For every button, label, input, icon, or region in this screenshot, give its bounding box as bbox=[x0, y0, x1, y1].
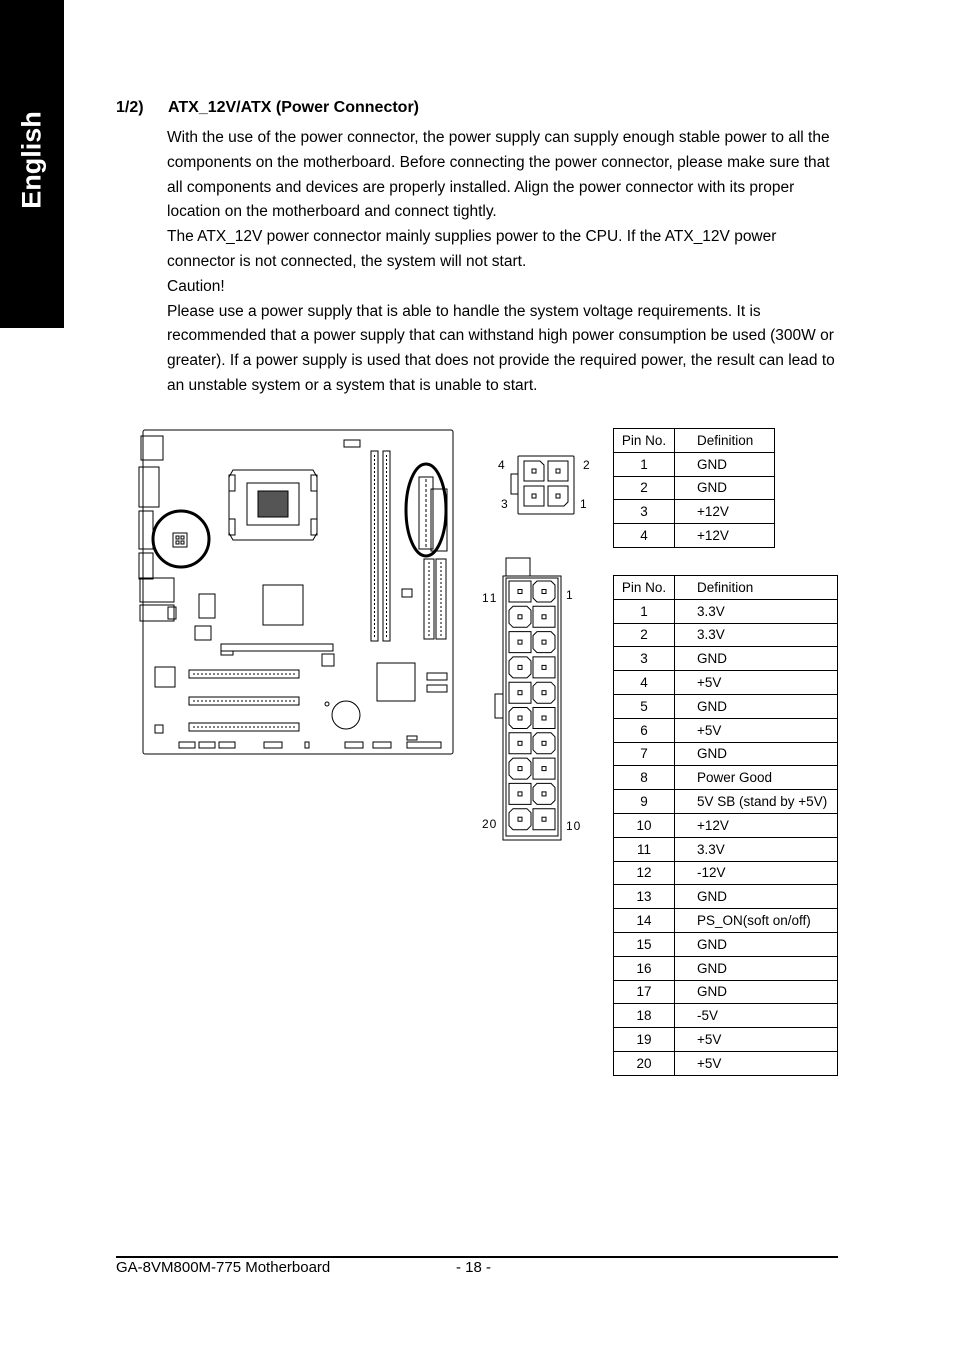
northbridge-chip bbox=[263, 585, 303, 625]
agp-slot bbox=[221, 644, 333, 651]
table-row bbox=[614, 766, 838, 790]
paragraph-caution: Please use a power supply that is able to handle the system voltage requirements. It is recommended that a power supply that can withstand high power consumption be used (300W or greater). If a power supply is used that does not provide the required power, the result can lead to an unstable system or a system that is unable to start. bbox=[167, 302, 835, 394]
atx-pin-socket bbox=[509, 606, 531, 627]
io-com-port bbox=[139, 553, 153, 579]
io-usb-lan-port bbox=[140, 578, 174, 602]
pin-definition-cell: 3.3V bbox=[675, 599, 838, 623]
pin-label-1: 1 bbox=[580, 497, 587, 511]
io-ps2-port bbox=[141, 436, 163, 460]
atx12v-connector bbox=[173, 533, 187, 547]
atx-pin-socket bbox=[509, 809, 531, 830]
table-row bbox=[614, 1004, 838, 1028]
atx-pin-socket bbox=[509, 657, 531, 678]
pin-definition-cell: +5V bbox=[675, 671, 838, 695]
pin-number-cell: 10 bbox=[614, 813, 675, 837]
pin-definition-cell: 5V SB (stand by +5V) bbox=[675, 790, 838, 814]
pin-number-cell: 18 bbox=[614, 1004, 675, 1028]
southbridge-chip bbox=[377, 663, 415, 701]
atx-pin-socket bbox=[533, 606, 555, 627]
atx12v-pin-table bbox=[613, 428, 775, 548]
table-row bbox=[614, 694, 838, 718]
pin-definition-cell: 3.3V bbox=[675, 837, 838, 861]
table-row bbox=[614, 837, 838, 861]
pin-number-cell: 4 bbox=[614, 524, 675, 548]
pin-definition-cell: +5V bbox=[675, 1051, 838, 1075]
pin-definition-cell: +5V bbox=[675, 1028, 838, 1052]
table-row bbox=[614, 524, 775, 548]
cpu-chip bbox=[258, 491, 288, 517]
atx-pin-socket bbox=[509, 758, 531, 779]
pin-definition-cell: Power Good bbox=[675, 766, 838, 790]
atx-pin-socket bbox=[509, 733, 531, 754]
atx-pin-table bbox=[613, 575, 838, 1076]
motherboard-diagram bbox=[137, 429, 455, 755]
pin-number-cell: 14 bbox=[614, 909, 675, 933]
pin-definition-cell: GND bbox=[675, 885, 838, 909]
cmos-battery bbox=[332, 701, 360, 729]
pin-number-cell: 1 bbox=[614, 452, 675, 476]
pin-definition-cell: GND bbox=[675, 932, 838, 956]
pin-definition-cell: 3.3V bbox=[675, 623, 838, 647]
sata-connector-2 bbox=[427, 685, 447, 692]
pin-definition-cell: +5V bbox=[675, 718, 838, 742]
header-definition: Definition bbox=[675, 429, 775, 453]
pin-number-cell: 2 bbox=[614, 476, 675, 500]
footer-model: GA-8VM800M-775 Motherboard bbox=[116, 1259, 331, 1276]
atx-connector-drawing bbox=[478, 556, 588, 842]
pin-label-1-atx: 1 bbox=[566, 588, 573, 602]
header-definition: Definition bbox=[675, 576, 838, 600]
pin-label-2: 2 bbox=[583, 458, 590, 472]
pin-number-cell: 9 bbox=[614, 790, 675, 814]
sata-connector-1 bbox=[427, 673, 447, 680]
atx-pin-socket bbox=[509, 783, 531, 804]
pin-number-cell: 8 bbox=[614, 766, 675, 790]
table-row bbox=[614, 671, 838, 695]
header-pin-no: Pin No. bbox=[614, 429, 675, 453]
pin-definition-cell: GND bbox=[675, 956, 838, 980]
section-heading bbox=[116, 99, 419, 117]
pin-label-11: 11 bbox=[482, 591, 499, 605]
pin-number-cell: 17 bbox=[614, 980, 675, 1004]
atx-pin-socket bbox=[509, 632, 531, 653]
pin-number-cell: 13 bbox=[614, 885, 675, 909]
pin-number-cell: 5 bbox=[614, 694, 675, 718]
pin-definition-cell: +12V bbox=[675, 500, 775, 524]
section-title: ATX_12V/ATX (Power Connector) bbox=[168, 99, 419, 116]
atx12v-connector-drawing bbox=[492, 450, 592, 518]
pin-number-cell: 4 bbox=[614, 671, 675, 695]
table-header-row bbox=[614, 576, 838, 600]
table-row bbox=[614, 500, 775, 524]
section-number: 1/2) bbox=[116, 99, 144, 116]
atx-pin-socket bbox=[509, 581, 531, 602]
pin-number-cell: 16 bbox=[614, 956, 675, 980]
pin-label-10: 10 bbox=[566, 819, 582, 833]
atx-pin-socket bbox=[509, 708, 531, 729]
table-row bbox=[614, 452, 775, 476]
table-row bbox=[614, 932, 838, 956]
atx-pin-socket bbox=[533, 783, 555, 804]
atx-pin-socket bbox=[533, 682, 555, 703]
table-row bbox=[614, 861, 838, 885]
pin-definition-cell: PS_ON(soft on/off) bbox=[675, 909, 838, 933]
header-pin-no: Pin No. bbox=[614, 576, 675, 600]
pin-number-cell: 1 bbox=[614, 599, 675, 623]
pin-number-cell: 2 bbox=[614, 623, 675, 647]
pin-definition-cell: +12V bbox=[675, 524, 775, 548]
atx-pin-socket bbox=[533, 581, 555, 602]
atx-pin-socket bbox=[533, 758, 555, 779]
table-row bbox=[614, 718, 838, 742]
cpu-fan-header bbox=[344, 440, 360, 447]
table-row bbox=[614, 885, 838, 909]
caution-label: Caution! bbox=[167, 277, 225, 295]
pin-number-cell: 7 bbox=[614, 742, 675, 766]
pin-definition-cell: GND bbox=[675, 647, 838, 671]
table-row bbox=[614, 599, 838, 623]
pin-definition-cell: GND bbox=[675, 980, 838, 1004]
pin-definition-cell: +12V bbox=[675, 813, 838, 837]
pin-number-cell: 11 bbox=[614, 837, 675, 861]
table-row bbox=[614, 623, 838, 647]
pin-definition-cell: -5V bbox=[675, 1004, 838, 1028]
table-row bbox=[614, 1028, 838, 1052]
pin-label-4: 4 bbox=[498, 458, 505, 472]
io-vga-port bbox=[139, 511, 153, 549]
table-header-row bbox=[614, 429, 775, 453]
pin-number-cell: 3 bbox=[614, 500, 675, 524]
language-side-tab bbox=[0, 0, 64, 328]
table-row bbox=[614, 956, 838, 980]
table-row bbox=[614, 1051, 838, 1075]
table-row bbox=[614, 980, 838, 1004]
pin-number-cell: 19 bbox=[614, 1028, 675, 1052]
pin-definition-cell: -12V bbox=[675, 861, 838, 885]
pin-number-cell: 15 bbox=[614, 932, 675, 956]
table-row bbox=[614, 813, 838, 837]
pin-number-cell: 20 bbox=[614, 1051, 675, 1075]
pin-label-20: 20 bbox=[482, 817, 498, 831]
pin-number-cell: 3 bbox=[614, 647, 675, 671]
atx-pin-socket bbox=[509, 682, 531, 703]
section-body bbox=[167, 126, 843, 399]
pin-number-cell: 6 bbox=[614, 718, 675, 742]
table-row bbox=[614, 476, 775, 500]
page-number: - 18 - bbox=[456, 1259, 492, 1276]
table-row bbox=[614, 742, 838, 766]
atx-pin-socket bbox=[533, 809, 555, 830]
pin-number-cell: 12 bbox=[614, 861, 675, 885]
paragraph-atx12v: The ATX_12V power connector mainly supplies power to the CPU. If the ATX_12V power connector is not connected, the system will not start. bbox=[167, 228, 777, 270]
table-row bbox=[614, 790, 838, 814]
atx-pin-socket bbox=[533, 708, 555, 729]
atx-pin-socket bbox=[533, 657, 555, 678]
pin-definition-cell: GND bbox=[675, 742, 838, 766]
atx-pin-socket bbox=[533, 733, 555, 754]
pin-definition-cell: GND bbox=[675, 476, 775, 500]
table-row bbox=[614, 909, 838, 933]
atx-pin-socket bbox=[533, 632, 555, 653]
io-parallel-port bbox=[139, 467, 159, 507]
language-label: English bbox=[16, 111, 47, 209]
paragraph-intro: With the use of the power connector, the power supply can supply enough stable power to all the components on the motherboard. Before connecting the power connector, please make sure that all components and devices are properly installed. Align the power connector with its proper location on the motherboard and connect tightly. bbox=[167, 129, 830, 221]
pin-label-3: 3 bbox=[501, 497, 508, 511]
footer-rule bbox=[116, 1256, 838, 1258]
table-row bbox=[614, 647, 838, 671]
pin-definition-cell: GND bbox=[675, 452, 775, 476]
pin-definition-cell: GND bbox=[675, 694, 838, 718]
